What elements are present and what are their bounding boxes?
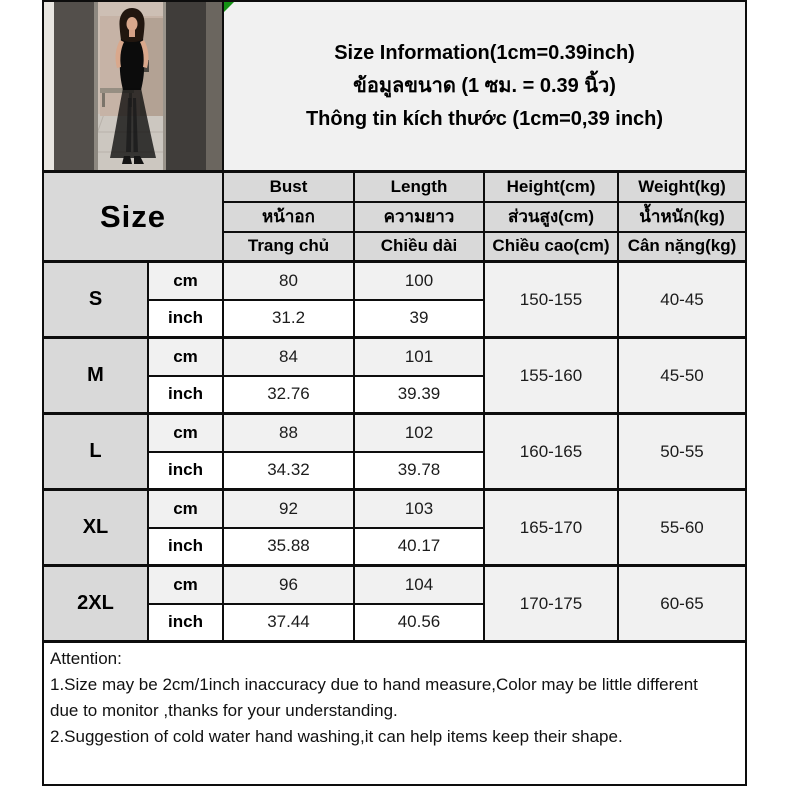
bust-inch-2xl: 37.44 (223, 604, 354, 642)
photo-right-door (166, 2, 206, 170)
unit-cm: cm (148, 262, 223, 300)
photo-left-pillar (54, 2, 98, 170)
attention-line: 2.Suggestion of cold water hand washing,it can help items keep their shape. (50, 727, 623, 746)
height-range-l: 160-165 (484, 414, 618, 490)
weight-range-2xl: 60-65 (618, 566, 746, 642)
bust-inch-xl: 35.88 (223, 528, 354, 566)
unit-cm: cm (148, 566, 223, 604)
header-height-vi: Chiều cao(cm) (484, 232, 618, 262)
header-length-th: ความยาว (354, 202, 484, 232)
length-inch-s: 39 (354, 300, 484, 338)
length-cm-m: 101 (354, 338, 484, 376)
length-inch-m: 39.39 (354, 376, 484, 414)
unit-inch: inch (148, 376, 223, 414)
unit-inch: inch (148, 528, 223, 566)
unit-inch: inch (148, 604, 223, 642)
weight-range-xl: 55-60 (618, 490, 746, 566)
size-label-s: S (43, 262, 148, 338)
table-row (43, 262, 746, 300)
header-bust-vi: Trang chủ (223, 232, 354, 262)
title-vietnamese: Thông tin kích thước (1cm=0,39 inch) (305, 107, 664, 130)
size-label-xl: XL (43, 490, 148, 566)
unit-cm: cm (148, 338, 223, 376)
product-photo (43, 1, 223, 172)
size-label-l: L (43, 414, 148, 490)
header-length-vi: Chiều dài (354, 232, 484, 262)
weight-range-s: 40-45 (618, 262, 746, 338)
header-length-en: Length (354, 172, 484, 202)
bust-inch-s: 31.2 (223, 300, 354, 338)
title-english: Size Information(1cm=0.39inch) (334, 41, 635, 64)
header-height-th: ส่วนสูง(cm) (484, 202, 618, 232)
bust-cm-xl: 92 (223, 490, 354, 528)
length-cm-s: 100 (354, 262, 484, 300)
header-bust-th: หน้าอก (223, 202, 354, 232)
height-range-s: 150-155 (484, 262, 618, 338)
size-corner-header: Size (43, 172, 223, 262)
unit-cm: cm (148, 490, 223, 528)
attention-line: 1.Size may be 2cm/1inch inaccuracy due to hand measure,Color may be little different (50, 675, 698, 694)
size-label-2xl: 2XL (43, 566, 148, 642)
model-face (127, 17, 138, 31)
length-inch-2xl: 40.56 (354, 604, 484, 642)
header-weight-en: Weight(kg) (618, 172, 746, 202)
bust-inch-m: 32.76 (223, 376, 354, 414)
length-cm-xl: 103 (354, 490, 484, 528)
height-range-m: 155-160 (484, 338, 618, 414)
header-weight-th: น้ำหนัก(kg) (618, 202, 746, 232)
height-range-xl: 165-170 (484, 490, 618, 566)
bust-cm-2xl: 96 (223, 566, 354, 604)
bust-inch-l: 34.32 (223, 452, 354, 490)
photo-right-wall (206, 2, 222, 170)
attention-title: Attention: (50, 649, 122, 668)
bust-cm-s: 80 (223, 262, 354, 300)
size-chart-table (42, 0, 747, 786)
size-label-m: M (43, 338, 148, 414)
cell-corner-marker-icon (224, 2, 234, 12)
attention-line: due to monitor ,thanks for your understanding. (50, 701, 398, 720)
table-row (43, 338, 746, 376)
bust-cm-l: 88 (223, 414, 354, 452)
header-weight-vi: Cân nặng(kg) (618, 232, 746, 262)
model-dress-body (120, 50, 144, 90)
photo-left-strip (44, 2, 54, 170)
length-inch-xl: 40.17 (354, 528, 484, 566)
photo-left-pillar-edge (94, 2, 98, 170)
product-photo-illustration (44, 2, 222, 170)
header-height-en: Height(cm) (484, 172, 618, 202)
length-cm-2xl: 104 (354, 566, 484, 604)
height-range-2xl: 170-175 (484, 566, 618, 642)
header-bust-en: Bust (223, 172, 354, 202)
weight-range-m: 45-50 (618, 338, 746, 414)
model-neck (129, 30, 135, 37)
unit-cm: cm (148, 414, 223, 452)
photo-right-door-edge (163, 2, 166, 170)
unit-inch: inch (148, 300, 223, 338)
table-row (43, 414, 746, 452)
unit-inch: inch (148, 452, 223, 490)
length-cm-l: 102 (354, 414, 484, 452)
length-inch-l: 39.78 (354, 452, 484, 490)
attention-note (43, 642, 746, 785)
bust-cm-m: 84 (223, 338, 354, 376)
title-thai: ข้อมูลขนาด (1 ซม. = 0.39 นิ้ว) (353, 74, 616, 97)
size-information-title-block (223, 1, 746, 172)
weight-range-l: 50-55 (618, 414, 746, 490)
table-row (43, 490, 746, 528)
table-row (43, 566, 746, 604)
